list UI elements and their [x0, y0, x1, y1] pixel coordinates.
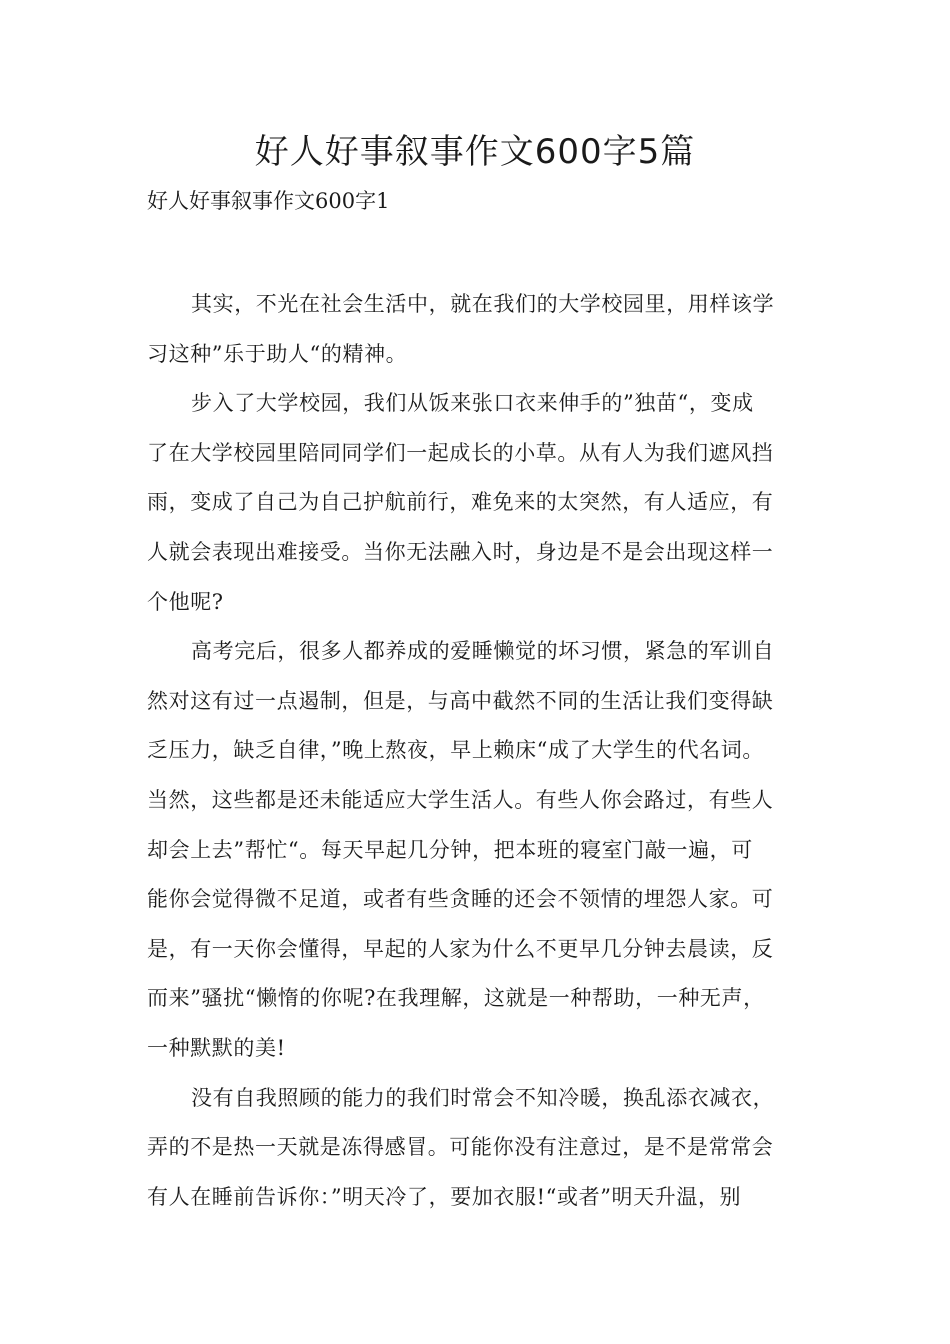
document-title: 好人好事叙事作文600字5篇 — [254, 132, 696, 172]
body-paragraph — [147, 627, 807, 1073]
section-heading: 好人好事叙事作文600字1 — [147, 189, 390, 213]
document-body — [147, 280, 807, 1222]
paragraph-line: 能你会觉得微不足道，或者有些贪睡的还会不领情的埋怨人家。可 — [147, 887, 774, 912]
paragraph-line: 却会上去”帮忙“。每天早起几分钟，把本班的寝室门敲一遍，可 — [147, 837, 753, 862]
paragraph-line: 然对这有过一点遏制，但是，与高中截然不同的生活让我们变得缺 — [147, 688, 774, 713]
paragraph-line: 而来”骚扰“懒惰的你呢?在我理解，这就是一种帮助，一种无声， — [147, 986, 765, 1011]
body-paragraph — [147, 379, 807, 627]
paragraph-line: 当然，这些都是还未能适应大学生活人。有些人你会路过，有些人 — [147, 787, 774, 812]
paragraph-line: 其实，不光在社会生活中，就在我们的大学校园里，用样该学 — [191, 292, 775, 316]
paragraph-line: 一种默默的美! — [147, 1035, 286, 1060]
body-paragraph — [147, 1074, 807, 1223]
paragraph-line: 习这种”乐于助人“的精神。 — [147, 341, 408, 366]
paragraph-line: 高考完后，很多人都养成的爱睡懒觉的坏习惯，紧急的军训自 — [191, 639, 775, 664]
paragraph-line: 是，有一天你会懂得，早起的人家为什么不更早几分钟去晨读，反 — [147, 936, 774, 961]
paragraph-line: 有人在睡前告诉你：”明天冷了，要加衣服!“或者”明天升温，别 — [147, 1184, 742, 1209]
paragraph-line: 步入了大学校园，我们从饭来张口衣来伸手的”独苗“，变成 — [191, 391, 754, 416]
body-paragraph — [147, 280, 807, 379]
paragraph-line: 雨，变成了自己为自己护航前行，难免来的太突然，有人适应，有 — [147, 490, 774, 515]
paragraph-line: 乏压力，缺乏自律，”晚上熬夜，早上赖床“成了大学生的代名词。 — [147, 738, 764, 763]
paragraph-line: 个他呢? — [147, 589, 224, 614]
paragraph-line: 弄的不是热一天就是冻得感冒。可能你没有注意过，是不是常常会 — [147, 1135, 774, 1160]
paragraph-line: 没有自我照顾的能力的我们时常会不知冷暖，换乱添衣减衣， — [191, 1085, 775, 1110]
paragraph-line: 人就会表现出难接受。当你无法融入时，身边是不是会出现这样一 — [147, 539, 774, 564]
paragraph-line: 了在大学校园里陪同同学们一起成长的小草。从有人为我们遮风挡 — [147, 440, 774, 465]
